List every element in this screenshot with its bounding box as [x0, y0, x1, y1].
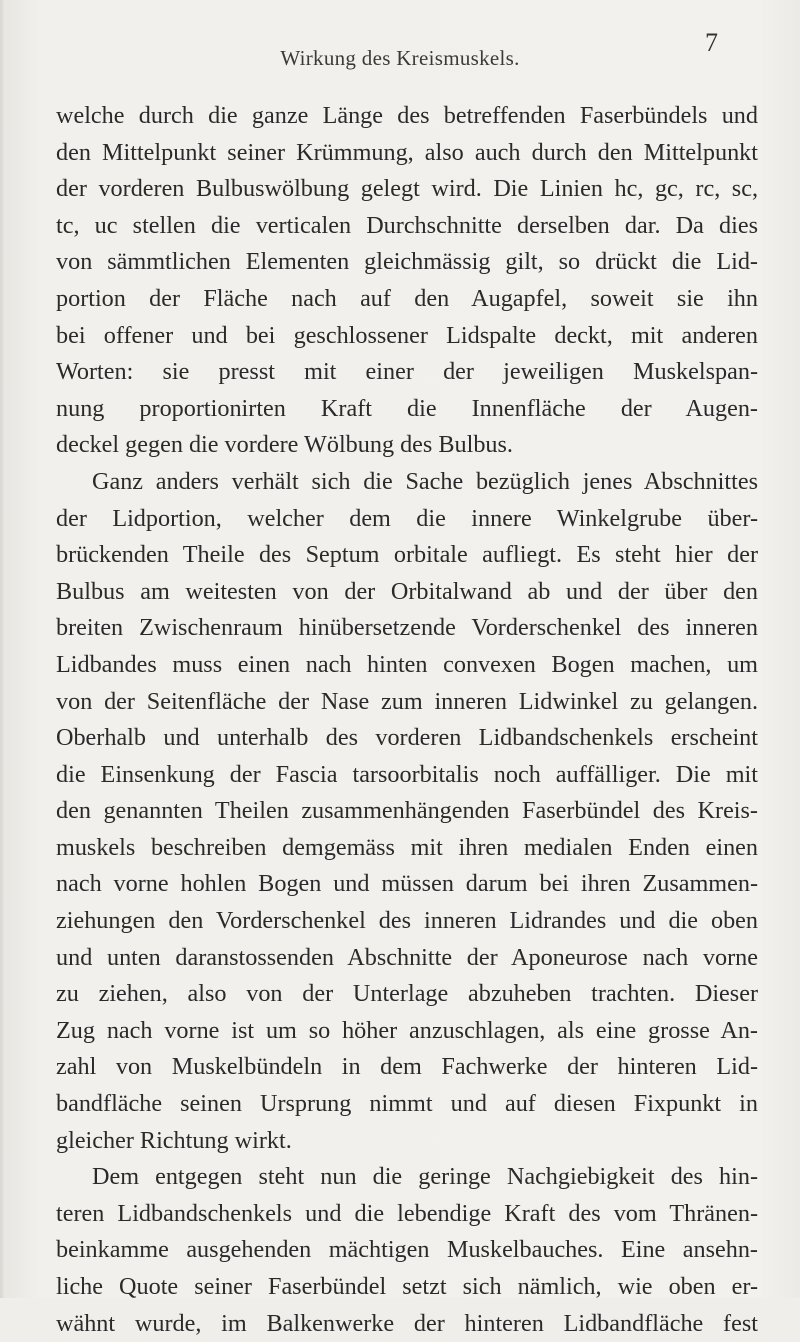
text-line: den genannten Theilen zusammenhängenden Faserbündel des Kreis-: [56, 797, 758, 825]
text-line: Oberhalb und unterhalb des vorderen Lidbandschenkels erscheint: [56, 724, 758, 752]
text-line: liche Quote seiner Faserbündel setzt sich nämlich, wie oben er-: [56, 1273, 758, 1300]
text-line: tc, uc stellen die verticalen Durchschnitte derselben dar. Da dies: [56, 211, 758, 239]
text-line: von der Seitenfläche der Nase zum inneren Lidwinkel zu gelangen.: [56, 687, 758, 715]
text-line: muskels beschreiben demgemäss mit ihren medialen Enden einen: [56, 833, 758, 861]
text-line: ziehungen den Vorderschenkel des inneren Lidrandes und die oben: [56, 907, 758, 935]
text-line: den Mittelpunkt seiner Krümmung, also auch durch den Mittelpunkt: [56, 138, 758, 166]
text-line: welche durch die ganze Länge des betreffenden Faserbündels und: [56, 102, 758, 129]
running-head: Wirkung des Kreismuskels.: [280, 46, 520, 70]
text-line: Zug nach vorne ist um so höher anzuschlagen, als eine grosse An-: [56, 1016, 758, 1044]
text-line: zu ziehen, also von der Unterlage abzuheben trachten. Dieser: [56, 980, 758, 1008]
text-line: wähnt wurde, im Balkenwerke der hinteren Lidbandfläche fest: [56, 1309, 758, 1337]
paragraph-start-line: Dem entgegen steht nun die geringe Nachgiebigkeit des hin-: [92, 1163, 758, 1191]
text-line: portion der Fläche nach auf den Augapfel, soweit sie ihn: [56, 284, 758, 312]
text-line: nung proportionirten Kraft die Innenfläche der Augen-: [56, 394, 758, 422]
page-number: 7: [705, 28, 718, 57]
text-line: der vorderen Bulbuswölbung gelegt wird. Die Linien hc, gc, rc, sc,: [56, 175, 758, 203]
text-line: Worten: sie presst mit einer der jeweiligen Muskelspan-: [56, 358, 758, 386]
text-line: der Lidportion, welcher dem die innere Winkelgrube über-: [56, 504, 758, 532]
text-line: breiten Zwischenraum hinübersetzende Vorderschenkel des inneren: [56, 614, 758, 642]
text-line: Lidbandes muss einen nach hinten convexen Bogen machen, um: [56, 650, 758, 678]
text-line: brückenden Theile des Septum orbitale aufliegt. Es steht hier der: [56, 541, 758, 569]
body-text: [56, 98, 758, 1342]
text-line: von sämmtlichen Elementen gleichmässig gilt, so drückt die Lid-: [56, 248, 758, 276]
text-line: beinkamme ausgehenden mächtigen Muskelbauches. Eine ansehn-: [56, 1236, 758, 1264]
paragraph-end-line: gleicher Richtung wirkt.: [56, 1126, 292, 1154]
text-line: und unten daranstossenden Abschnitte der Aponeurose nach vorne: [56, 943, 758, 971]
paragraph-end-line: deckel gegen die vordere Wölbung des Bulbus.: [56, 431, 513, 459]
text-line: Bulbus am weitesten von der Orbitalwand ab und der über den: [56, 577, 758, 605]
text-line: nach vorne hohlen Bogen und müssen darum bei ihren Zusammen-: [56, 870, 758, 898]
text-line: teren Lidbandschenkels und die lebendige Kraft des vom Thränen-: [56, 1199, 758, 1227]
text-line: die Einsenkung der Fascia tarsoorbitalis noch auffälliger. Die mit: [56, 760, 758, 788]
text-line: bandfläche seinen Ursprung nimmt und auf diesen Fixpunkt in: [56, 1090, 758, 1118]
paragraph-start-line: Ganz anders verhält sich die Sache bezüglich jenes Abschnittes: [92, 467, 758, 495]
text-line: bei offener und bei geschlossener Lidspalte deckt, mit anderen: [56, 321, 758, 349]
page-binding-edge: [0, 0, 6, 1298]
text-line: zahl von Muskelbündeln in dem Fachwerke der hinteren Lid-: [56, 1053, 758, 1081]
